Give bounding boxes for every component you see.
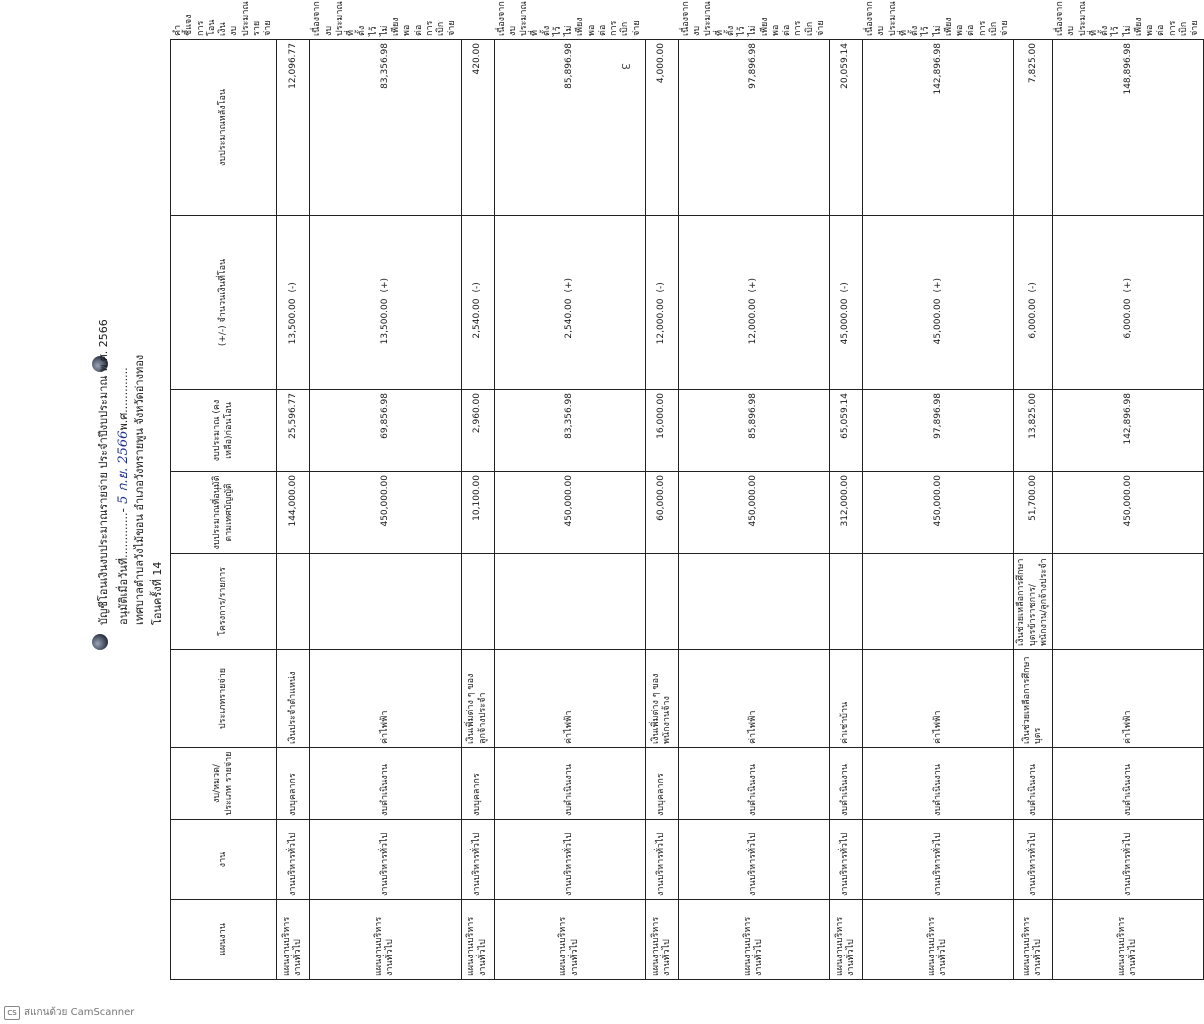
handwritten-date: - 5 ก.ย. 2566 <box>116 430 131 513</box>
cell-budget: งบดำเนินงาน <box>678 748 829 820</box>
cell-sign: (+) <box>494 216 645 296</box>
cell-type: เงินเพิ่มต่าง ๆ ของลูกจ้างประจำ <box>461 650 494 748</box>
cell-approved: 10,100.00 <box>461 472 494 554</box>
cell-before: 69,856.98 <box>310 390 461 472</box>
cell-amount: 2,540.00 <box>494 296 645 390</box>
cell-after: 142,896.98 <box>863 40 1014 216</box>
column-header: งาน <box>171 820 277 900</box>
cell-sign: (+) <box>678 216 829 296</box>
cell-plan: แผนงานบริหารงานทั่วไป <box>277 900 310 980</box>
table-row: แผนงานบริหารงานทั่วไป งานบริหารทั่วไป งบดำเนินงาน ค่าไฟฟ้า 450,000.00 83,356.98 2,540.00 (+) 85,896.98 เนื่องจากงบประมาณที่ตั้งไว้ไม่เพียงพอต่อการเบิกจ่าย <box>494 40 645 980</box>
cell-approved: 450,000.00 <box>310 472 461 554</box>
cell-work: งานบริหารทั่วไป <box>494 820 645 900</box>
camscanner-logo-icon: CS <box>4 1006 20 1020</box>
column-header: (+/-) จำนวนเงินที่โอน <box>171 216 277 390</box>
cell-before: 142,896.98 <box>1053 390 1204 472</box>
cell-approved: 450,000.00 <box>1053 472 1204 554</box>
cell-type: ค่าไฟฟ้า <box>678 650 829 748</box>
document-title: บัญชีโอนเงินงบประมาณรายจ่าย ประจำปีงบประมาณ พ.ศ. 2566 <box>97 319 110 625</box>
cell-approved: 60,000.00 <box>645 472 678 554</box>
cell-project <box>461 554 494 650</box>
column-header: โครงการ/รายการ <box>171 554 277 650</box>
table-row <box>461 40 494 980</box>
cell-sign: (+) <box>863 216 1014 296</box>
cell-budget: งบบุคลากร <box>277 748 310 820</box>
cell-budget: งบดำเนินงาน <box>310 748 461 820</box>
cell-after: 7,825.00 <box>1014 40 1053 216</box>
cell-sign: (-) <box>830 216 863 296</box>
cell-sign: (+) <box>310 216 461 296</box>
cell-before: 25,596.77 <box>277 390 310 472</box>
cell-type: เงินเพิ่มต่าง ๆ ของพนักงานจ้าง <box>645 650 678 748</box>
table-row: แผนงานบริหารงานทั่วไป งานบริหารทั่วไป งบดำเนินงาน ค่าไฟฟ้า 450,000.00 85,896.98 12,000.00 (+) 97,896.98 เนื่องจากงบประมาณที่ตั้งไว้ไม่เพียงพอต่อการเบิกจ่าย <box>678 40 829 980</box>
cell-type: ค่าไฟฟ้า <box>1053 650 1204 748</box>
cell-work: งานบริหารทั่วไป <box>1014 820 1053 900</box>
cell-before: 65,059.14 <box>830 390 863 472</box>
cell-project: เงินช่วยเหลือการศึกษาบุตรข้าราชการ/พนักงาน/ลูกจ้างประจำ <box>1014 554 1053 650</box>
table-row <box>830 40 863 980</box>
column-header: งบประมาณที่อนุมัติตามเทศบัญญัติ <box>171 472 277 554</box>
cell-amount: 13,500.00 <box>310 296 461 390</box>
cell-work: งานบริหารทั่วไป <box>310 820 461 900</box>
cell-approved: 312,000.00 <box>830 472 863 554</box>
document-page <box>90 1 1200 980</box>
table-header-row: แผนงาน งาน งบ/หมวด/ประเภท รายจ่าย ประเภทรายจ่าย โครงการ/รายการ งบประมาณที่อนุมัติตามเทศบัญญัติ งบประมาณ (คงเหลือ)ก่อนโอน (+/-) จำนวนเงินที่โอน งบประมาณหลังโอน คำชี้แจงการโอนเงินงบประมาณรายจ่าย <box>171 40 277 980</box>
cell-plan: แผนงานบริหารงานทั่วไป <box>494 900 645 980</box>
cell-approved: 144,000.00 <box>277 472 310 554</box>
column-header: ประเภทรายจ่าย <box>171 650 277 748</box>
cell-project <box>863 554 1014 650</box>
cell-amount: 12,000.00 <box>645 296 678 390</box>
table-row <box>1014 40 1053 980</box>
cell-sign: (-) <box>645 216 678 296</box>
cell-approved: 450,000.00 <box>863 472 1014 554</box>
cell-project <box>645 554 678 650</box>
cell-type: ค่าเช่าบ้าน <box>830 650 863 748</box>
cell-budget: งบบุคลากร <box>645 748 678 820</box>
cell-work: งานบริหารทั่วไป <box>1053 820 1204 900</box>
cell-work: งานบริหารทั่วไป <box>863 820 1014 900</box>
cell-project <box>830 554 863 650</box>
cell-type: ค่าไฟฟ้า <box>310 650 461 748</box>
cell-amount: 12,000.00 <box>678 296 829 390</box>
table-row <box>645 40 678 980</box>
cell-plan: แผนงานบริหารงานทั่วไป <box>1053 900 1204 980</box>
table-row <box>277 40 310 980</box>
cell-budget: งบดำเนินงาน <box>1053 748 1204 820</box>
cell-amount: 13,500.00 <box>277 296 310 390</box>
cell-work: งานบริหารทั่วไป <box>678 820 829 900</box>
table-row: แผนงานบริหารงานทั่วไป งานบริหารทั่วไป งบดำเนินงาน ค่าไฟฟ้า 450,000.00 97,896.98 45,000.00 (+) 142,896.98 เนื่องจากงบประมาณที่ตั้งไว้ไม่เพียงพอต่อการเบิกจ่าย <box>863 40 1014 980</box>
cell-type: เงินช่วยเหลือการศึกษาบุตร <box>1014 650 1053 748</box>
cell-after: 97,896.98 <box>678 40 829 216</box>
cell-before: 83,356.98 <box>494 390 645 472</box>
column-header: งบ/หมวด/ประเภท รายจ่าย <box>171 748 277 820</box>
cell-before: 97,896.98 <box>863 390 1014 472</box>
cell-approved: 450,000.00 <box>678 472 829 554</box>
cell-amount: 6,000.00 <box>1053 296 1204 390</box>
cell-after: 85,896.98 <box>494 40 645 216</box>
document-header <box>90 40 164 980</box>
cell-sign: (-) <box>1014 216 1053 296</box>
cell-budget: งบดำเนินงาน <box>1014 748 1053 820</box>
page-number: 3 <box>619 63 632 70</box>
cell-after: 83,356.98 <box>310 40 461 216</box>
cell-project <box>310 554 461 650</box>
column-header: งบประมาณ (คงเหลือ)ก่อนโอน <box>171 390 277 472</box>
cell-project <box>494 554 645 650</box>
cell-budget: งบดำเนินงาน <box>494 748 645 820</box>
cell-type: เงินประจำตำแหน่ง <box>277 650 310 748</box>
scanner-watermark <box>4 1005 134 1020</box>
cell-budget: งบบุคลากร <box>461 748 494 820</box>
cell-before: 2,960.00 <box>461 390 494 472</box>
cell-after: 148,896.98 <box>1053 40 1204 216</box>
cell-plan: แผนงานบริหารงานทั่วไป <box>310 900 461 980</box>
cell-amount: 6,000.00 <box>1014 296 1053 390</box>
table-row: แผนงานบริหารงานทั่วไป งานบริหารทั่วไป งบดำเนินงาน ค่าไฟฟ้า 450,000.00 142,896.98 6,000.00 (+) 148,896.98 เนื่องจากงบประมาณที่ตั้งไว้ไม่เพียงพอต่อการเบิกจ่าย <box>1053 40 1204 980</box>
cell-plan: แผนงานบริหารงานทั่วไป <box>678 900 829 980</box>
cell-amount: 2,540.00 <box>461 296 494 390</box>
cell-approved: 51,700.00 <box>1014 472 1053 554</box>
cell-project <box>1053 554 1204 650</box>
budget-transfer-table <box>170 1 1204 980</box>
cell-sign: (-) <box>461 216 494 296</box>
organization-line: เทศบาลตำบลวังไม้ขอน อำเภอวังทรายพูน จังหวัดอ่างทอง <box>133 354 146 625</box>
cell-plan: แผนงานบริหารงานทั่วไป <box>830 900 863 980</box>
cell-after: 4,000.00 <box>645 40 678 216</box>
cell-sign: (-) <box>277 216 310 296</box>
cell-before: 85,896.98 <box>678 390 829 472</box>
cell-amount: 45,000.00 <box>863 296 1014 390</box>
cell-project <box>678 554 829 650</box>
cell-amount: 45,000.00 <box>830 296 863 390</box>
cell-work: งานบริหารทั่วไป <box>277 820 310 900</box>
approval-date-prefix: อนุมัติเมื่อวันที่............. <box>117 512 130 625</box>
cell-after: 420.00 <box>461 40 494 216</box>
table-row: แผนงานบริหารงานทั่วไป งานบริหารทั่วไป งบดำเนินงาน ค่าไฟฟ้า 450,000.00 69,856.98 13,500.00 (+) 83,356.98 เนื่องจากงบประมาณที่ตั้งไว้ไม่เพียงพอต่อการเบิกจ่าย <box>310 40 461 980</box>
cell-before: 16,000.00 <box>645 390 678 472</box>
cell-sign: (+) <box>1053 216 1204 296</box>
transfer-number: โอนครั้งที่ 14 <box>151 561 164 625</box>
cell-approved: 450,000.00 <box>494 472 645 554</box>
cell-work: งานบริหารทั่วไป <box>830 820 863 900</box>
column-header: แผนงาน <box>171 900 277 980</box>
cell-plan: แผนงานบริหารงานทั่วไป <box>863 900 1014 980</box>
scanner-text: สแกนด้วย CamScanner <box>24 1007 135 1018</box>
column-header: งบประมาณหลังโอน <box>171 40 277 216</box>
cell-before: 13,825.00 <box>1014 390 1053 472</box>
cell-type: ค่าไฟฟ้า <box>494 650 645 748</box>
cell-work: งานบริหารทั่วไป <box>461 820 494 900</box>
cell-plan: แผนงานบริหารงานทั่วไป <box>461 900 494 980</box>
cell-budget: งบดำเนินงาน <box>830 748 863 820</box>
cell-type: ค่าไฟฟ้า <box>863 650 1014 748</box>
cell-plan: แผนงานบริหารงานทั่วไป <box>645 900 678 980</box>
cell-after: 20,059.14 <box>830 40 863 216</box>
cell-budget: งบดำเนินงาน <box>863 748 1014 820</box>
emblem-icon <box>92 634 108 650</box>
cell-work: งานบริหารทั่วไป <box>645 820 678 900</box>
cell-after: 12,096.77 <box>277 40 310 216</box>
cell-plan: แผนงานบริหารงานทั่วไป <box>1014 900 1053 980</box>
approval-date-suffix: พ.ศ............. <box>117 367 130 431</box>
cell-project <box>277 554 310 650</box>
